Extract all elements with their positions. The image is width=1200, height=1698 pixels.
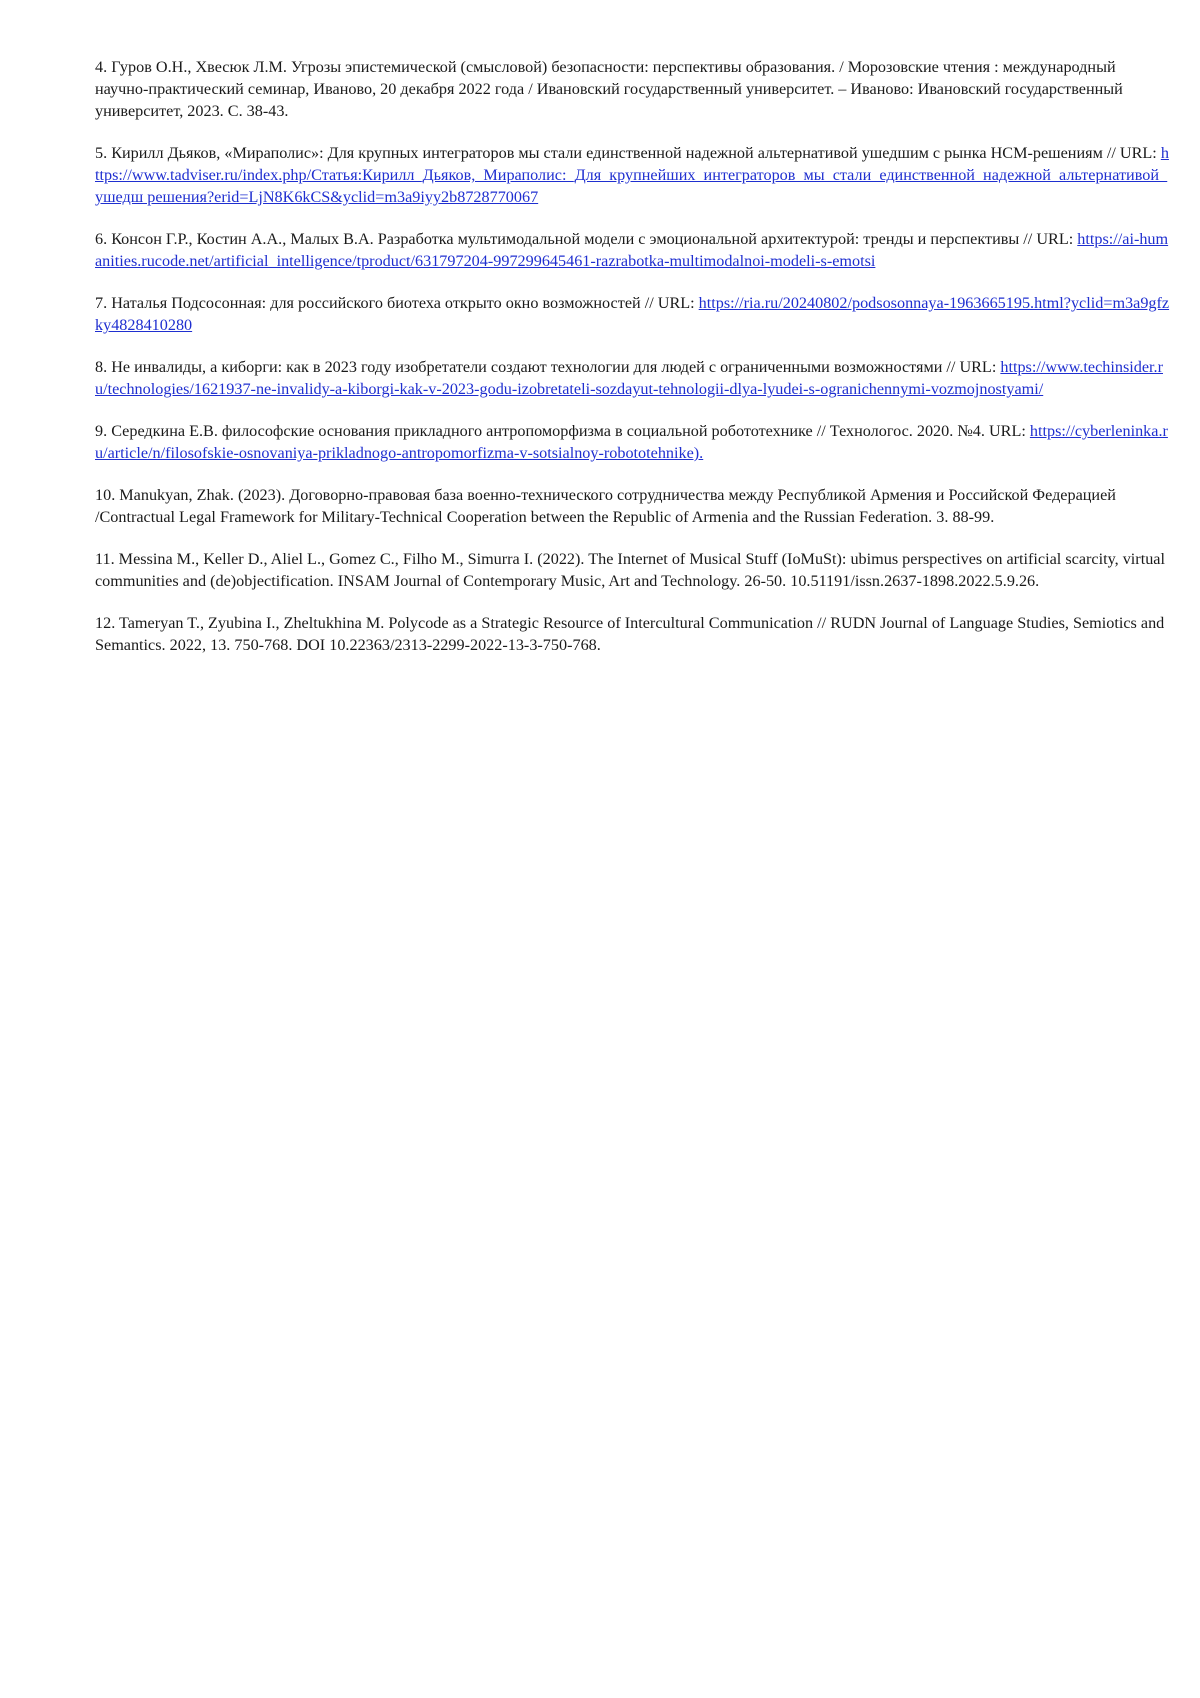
reference-text: 5. Кирилл Дьяков, «Мираполис»: Для крупных интеграторов мы стали единственной надежной альтернативой ушедшим с рынка HCM-решениям // URL: — [95, 144, 1161, 162]
reference-item-4 — [95, 56, 1170, 122]
reference-text: 7. Наталья Подсосонная: для российского биотеха открыто окно возможностей // URL: — [95, 294, 699, 312]
reference-link[interactable]: https://www.tadviser.ru/index.php/Статья:Кирилл_Дьяков,_Мираполис:_Для_крупнейших_интеграторов_мы_стали_единственной_надежной_альтернативой_ушедш решения?erid=LjN8K6kCS&yclid=m3a9iyy2b8728770067 — [95, 144, 1169, 206]
reference-item-5 — [95, 142, 1170, 208]
reference-item-10 — [95, 484, 1170, 528]
reference-item-7 — [95, 292, 1170, 336]
reference-item-11 — [95, 548, 1170, 592]
reference-item-8 — [95, 356, 1170, 400]
reference-text: 11. Messina M., Keller D., Aliel L., Gomez C., Filho M., Simurra I. (2022). The Internet of Musical Stuff (IoMuSt): ubimus perspectives on artificial scarcity, virtual communities and (de)objectification. INSAM Journal of Contemporary Music, Art and Technology. 26-50. 10.51191/issn.2637-1898.2022.5.9.26. — [95, 550, 1165, 590]
reference-item-12 — [95, 612, 1170, 656]
reference-link[interactable]: https://cyberleninka.ru/article/n/filosofskie-osnovaniya-prikladnogo-antropomorfizma-v-sotsialnoy-robototehnike). — [95, 422, 1168, 462]
reference-link[interactable]: https://www.techinsider.ru/technologies/1621937-ne-invalidy-a-kiborgi-kak-v-2023-godu-izobretateli-sozdayut-tehnologii-dlya-lyudei-s-ogranichennymi-vozmojnostyami/ — [95, 358, 1163, 398]
reference-text: 4. Гуров О.Н., Хвесюк Л.М. Угрозы эпистемической (смысловой) безопасности: перспективы образования. / Морозовские чтения : международный научно-практический семинар, Иваново, 20 декабря 2022 года / Ивановский государственный университет. – Иваново: Ивановский государственный университет, 2023. С. 38-43. — [95, 58, 1123, 120]
reference-link[interactable]: https://ai-humanities.rucode.net/artificial_intelligence/tproduct/631797204-997299645461-razrabotka-multimodalnoi-modeli-s-emotsi — [95, 230, 1169, 270]
reference-list — [95, 56, 1170, 676]
reference-link[interactable]: https://ria.ru/20240802/podsosonnaya-1963665195.html?yclid=m3a9gfzky4828410280 — [95, 294, 1170, 334]
reference-text: 12. Tameryan T., Zyubina I., Zheltukhina M. Polycode as a Strategic Resource of Intercultural Communication // RUDN Journal of Language Studies, Semiotics and Semantics. 2022, 13. 750-768. DOI 10.22363/2313-2299-2022-13-3-750-768. — [95, 614, 1165, 654]
reference-item-9 — [95, 420, 1170, 464]
reference-text: 6. Консон Г.Р., Костин А.А., Малых В.А. Разработка мультимодальной модели с эмоциональной архитектурой: тренды и перспективы // URL: — [95, 230, 1078, 248]
reference-text: 10. Manukyan, Zhak. (2023). Договорно-правовая база военно-технического сотрудничества между Республикой Армения и Российской Федерацией /Contractual Legal Framework for Military-Technical Cooperation between the Republic of Armenia and the Russian Federation. 3. 88-99. — [95, 486, 1116, 526]
reference-text: 8. Не инвалиды, а киборги: как в 2023 году изобретатели создают технологии для людей с ограниченными возможностями // URL: — [95, 358, 1001, 376]
reference-text: 9. Середкина Е.В. философские основания прикладного антропоморфизма в социальной робототехнике // Технологос. 2020. №4. URL: — [95, 422, 1030, 440]
reference-item-6 — [95, 228, 1170, 272]
